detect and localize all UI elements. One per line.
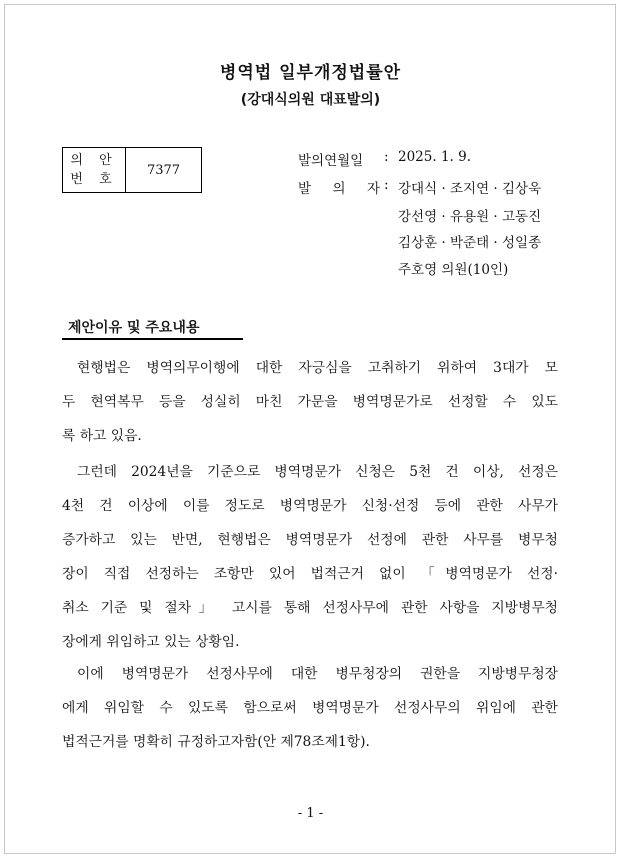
proposer-line: 강대식 · 조지연 · 김상욱 [398, 181, 542, 197]
proposal-date-colon: : [384, 149, 389, 165]
bill-number-box [62, 147, 202, 193]
paragraph-line: 4천 건 이상에 이를 정도로 병역명문가 신청·선정 등에 관한 사무가 [62, 498, 558, 514]
paragraph-line: 법적근거를 명확히 규정하고자함(안 제78조제1항). [62, 734, 370, 750]
proposer-line: 김상훈 · 박준태 · 성일종 [398, 235, 542, 251]
body-paragraph [62, 462, 558, 666]
section-heading-underline [62, 338, 243, 340]
body-paragraph [62, 358, 558, 460]
paragraph-line: 증가하고 있는 반면, 현행법은 병역명문가 선정에 관한 사무를 병무청 [62, 532, 558, 548]
paragraph-line: 에게 위임할 수 있도록 함으로써 병역명문가 선정사무의 위임에 관한 [62, 700, 558, 716]
paragraph-line: 이에 병역명문가 선정사무에 대한 병무청장의 권한을 지방병무청장 [77, 666, 558, 682]
bill-number-label-line1: 의 안 [70, 153, 118, 168]
page-number: - 1 - [297, 806, 324, 821]
proposal-date-value: 2025. 1. 9. [398, 149, 471, 165]
paragraph-line: 그런데 2024년을 기준으로 병역명문가 신청은 5천 건 이상, 선정은 [77, 464, 558, 480]
proposal-date-label: 발의연월일 [298, 153, 364, 169]
paragraph-line: 현행법은 병역의무이행에 대한 자긍심을 고취하기 위하여 3대가 모 [77, 360, 558, 376]
section-heading: 제안이유 및 주요내용 [68, 320, 200, 336]
bill-title: 병역법 일부개정법률안 [219, 63, 402, 83]
body-paragraph [62, 664, 558, 766]
bill-number-label [63, 148, 126, 192]
bill-number-label-line2: 번 호 [70, 172, 118, 187]
paragraph-line: 장에게 위임하고 있는 상황임. [62, 634, 240, 650]
proposer-colon: : [384, 177, 389, 193]
proposer-label: 발 의 자 [298, 181, 380, 197]
proposer-line: 강선영 · 유용원 · 고동진 [398, 209, 542, 225]
paragraph-line: 장이 직접 선정하는 조항만 있어 법적근거 없이 「병역명문가 선정· [62, 566, 558, 582]
bill-number-value: 7377 [146, 162, 181, 178]
paragraph-line: 록 하고 있음. [62, 428, 142, 444]
paragraph-line: 두 현역복무 등을 성실히 마친 가문을 병역명문가로 선정할 수 있도 [62, 394, 558, 410]
paragraph-line: 취소 기준 및 절차」 고시를 통해 선정사무에 관한 사항을 지방병무청 [62, 600, 558, 616]
bill-subtitle: (강대식의원 대표발의) [240, 92, 381, 108]
proposer-line: 주호영 의원(10인) [398, 262, 509, 278]
